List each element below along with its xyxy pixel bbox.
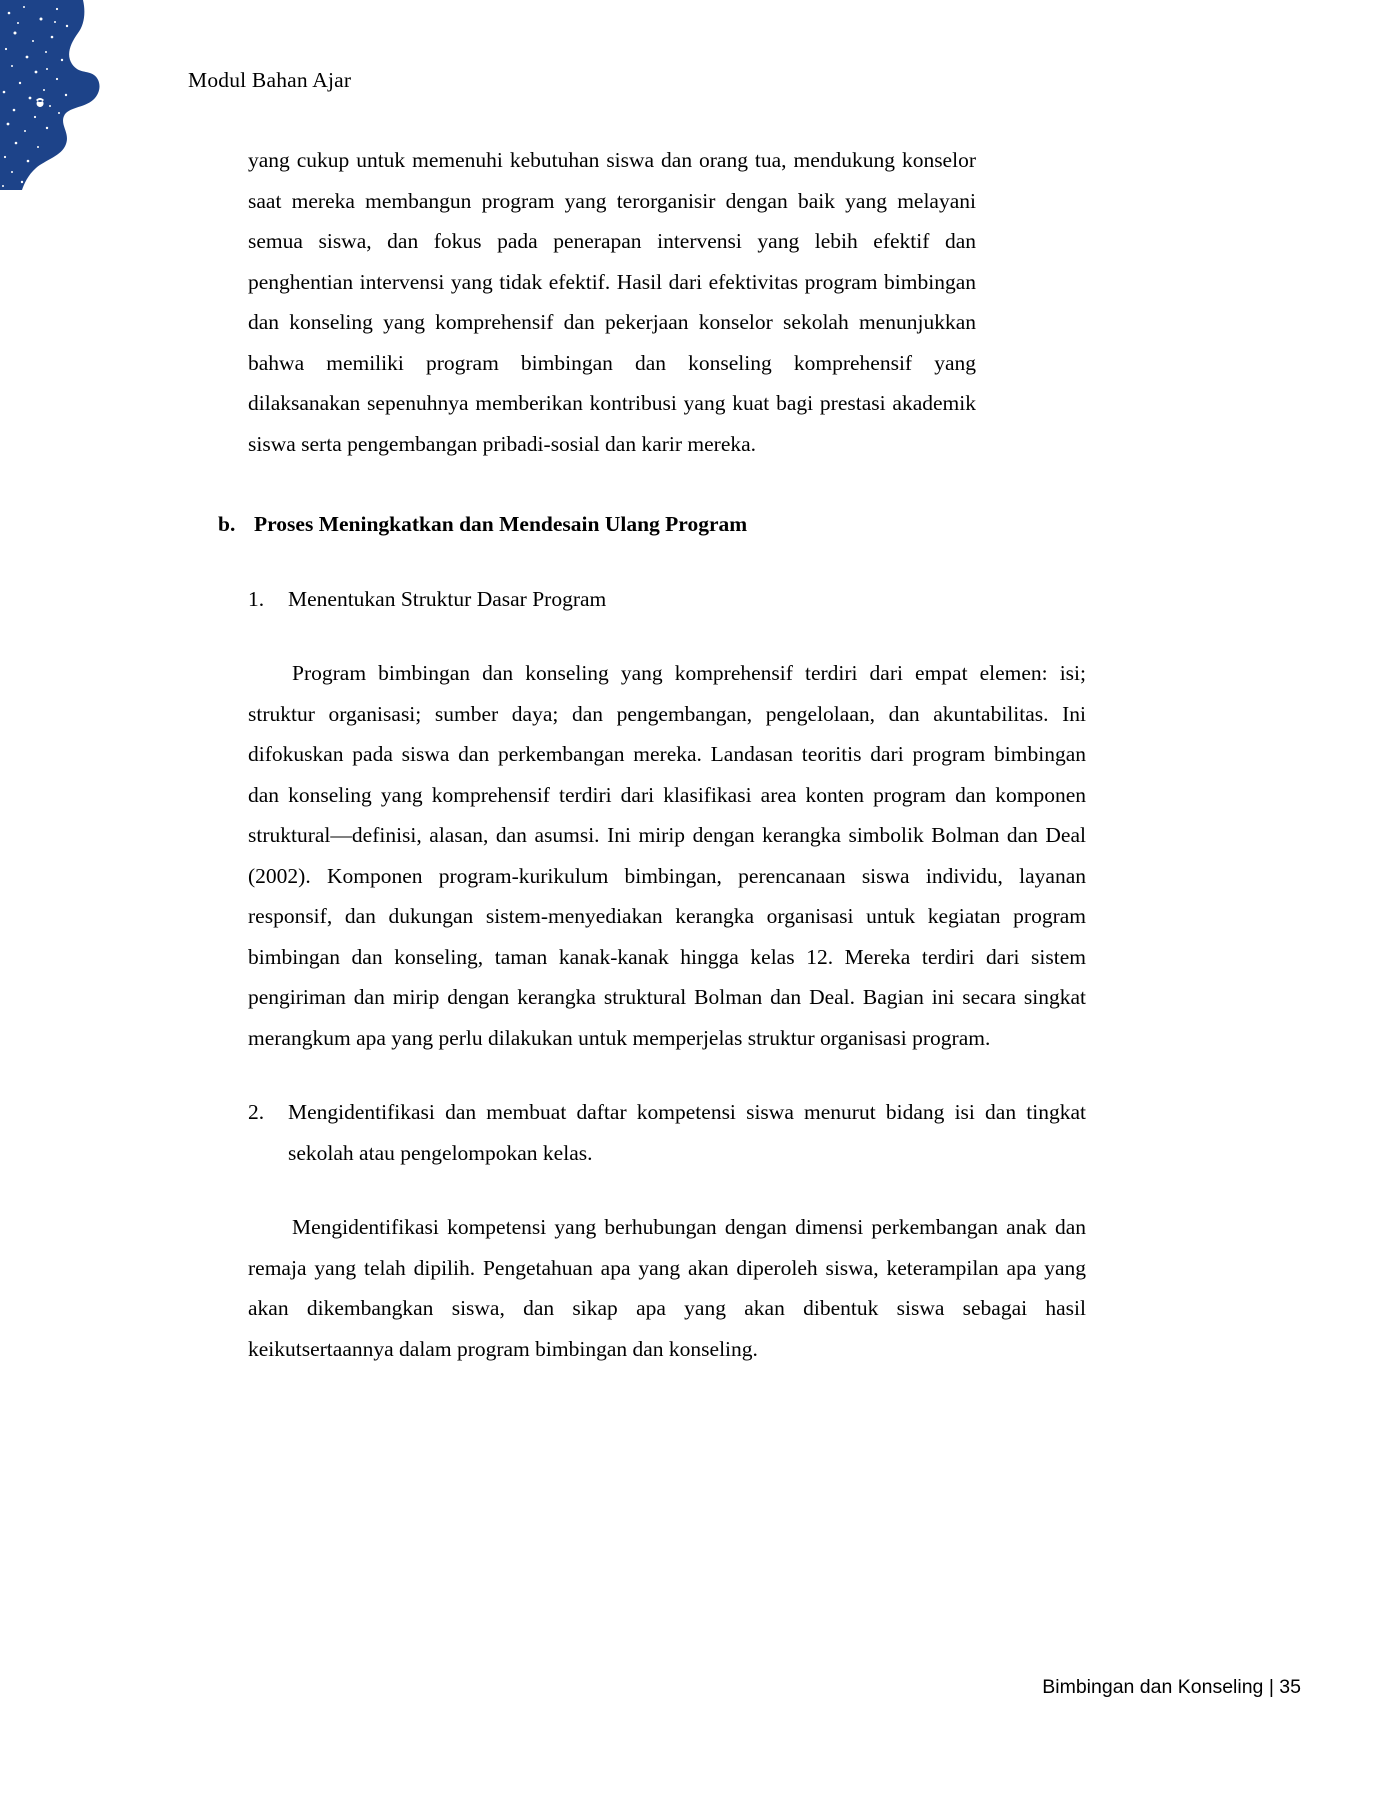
section-heading-b [218,504,1086,545]
continued-paragraph: yang cukup untuk memenuhi kebutuhan siswa dan orang tua, mendukung konselor saat mereka membangun program yang terorganisir dengan baik yang melayani semua siswa, dan fokus pada penerapan intervensi yang lebih efektif dan penghentian intervensi yang tidak efektif. Hasil dari efektivitas program bimbingan dan konseling yang komprehensif dan pekerjaan konselor sekolah menunjukkan bahwa memiliki program bimbingan dan konseling komprehensif yang dilaksanakan sepenuhnya memberikan kontribusi yang kuat bagi prestasi akademik siswa serta pengembangan pribadi-sosial dan karir mereka. [248,148,976,456]
section-heading-text: Proses Meningkatkan dan Mendesain Ulang Program [254,512,748,536]
spacer [248,1173,1086,1207]
list-item-marker: 1. [248,586,265,611]
spacer [248,1058,1086,1092]
spacer [248,545,1086,579]
paragraph-after-item-2: Mengidentifikasi kompetensi yang berhubungan dengan dimensi perkembangan anak dan remaja yang telah dipilih. Pengetahuan apa yang akan diperoleh siswa, keterampilan apa yang akan dikembangkan siswa, dan sikap apa yang akan dibentuk siswa sebagai hasil keikutsertaannya dalam program bimbingan dan konseling. [248,1215,1086,1361]
list-item-text: Mengidentifikasi dan membuat daftar kompetensi siswa menurut bidang isi dan tingkat sekolah atau pengelompokan kelas. [288,1100,1086,1165]
list-item-text: Menentukan Struktur Dasar Program [288,586,607,611]
page-footer: Bimbingan dan Konseling | 35 [1042,1676,1301,1698]
section-heading-marker: b. [218,512,236,536]
paragraph-after-item-1: Program bimbingan dan konseling yang komprehensif terdiri dari empat elemen: isi; struktur organisasi; sumber daya; dan pengembangan, pengelolaan, dan akuntabilitas. Ini difokuskan pada siswa dan perkembangan mereka. Landasan teoritis dari program bimbingan dan konseling yang komprehensif terdiri dari klasifikasi area konten program dan komponen struktural—definisi, alasan, dan asumsi. Ini mirip dengan kerangka simbolik Bolman dan Deal (2002). Komponen program-kurikulum bimbingan, perencanaan siswa individu, layanan responsif, dan dukungan sistem-menyediakan kerangka organisasi untuk kegiatan program bimbingan dan konseling, taman kanak-kanak hingga kelas 12. Mereka terdiri dari sistem pengiriman dan mirip dengan kerangka struktural Bolman dan Deal. Bagian ini secara singkat merangkum apa yang perlu dilakukan untuk memperjelas struktur organisasi program. [248,661,1086,1050]
list-item-marker: 2. [248,1100,265,1124]
document-body [218,140,1086,1369]
blue-blob-decoration [0,0,180,190]
list-item [248,1092,1086,1173]
list-item [248,579,1086,620]
running-header-title: Modul Bahan Ajar [188,68,352,92]
spacer [248,619,1086,653]
spacer [248,464,1086,504]
